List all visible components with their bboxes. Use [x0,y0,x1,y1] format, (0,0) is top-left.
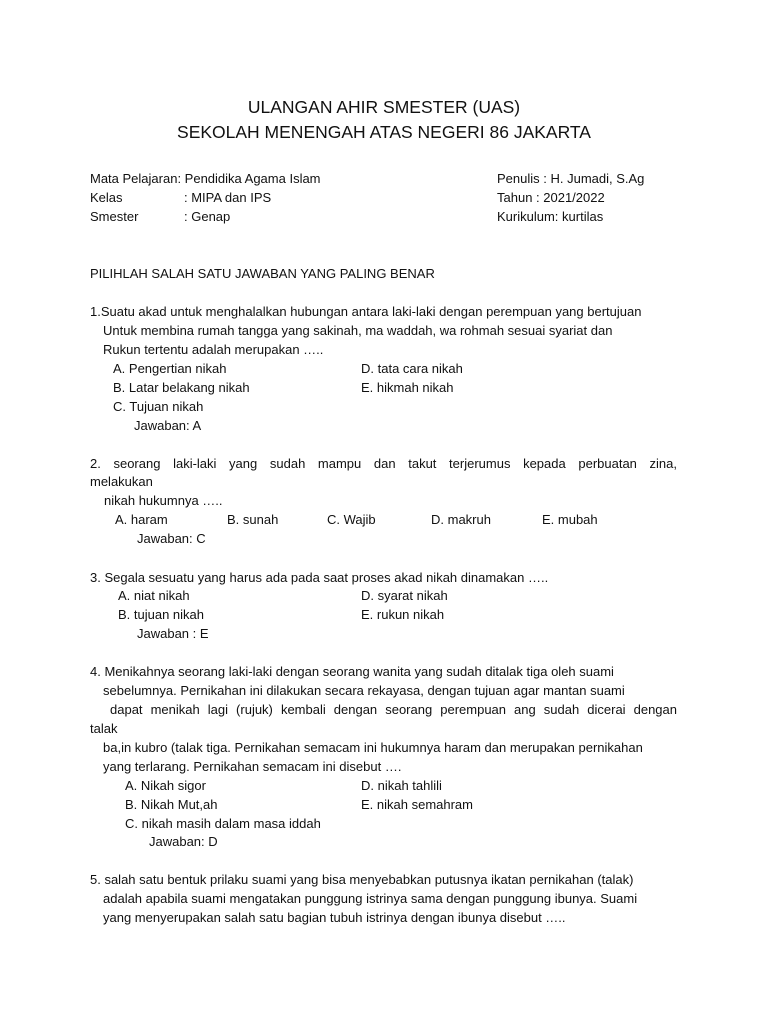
q4-text-line5: ba,in kubro (talak tiga. Pernikahan semacam ini hukumnya haram dan merupakan pernikahan [103,740,643,755]
q4-option-e: E. nikah semahram [361,797,473,812]
class-label: Kelas [90,190,123,205]
q2-option-c: C. Wajib [327,512,376,527]
q2-option-d: D. makruh [431,512,491,527]
q4-text-line2: sebelumnya. Pernikahan ini dilakukan secara rekayasa, dengan tujuan agar mantan suami [103,683,625,698]
q1-option-e: E. hikmah nikah [361,380,454,395]
q1-text-line3: Rukun tertentu adalah merupakan ….. [103,342,324,357]
q2-text-line2: melakukan [90,474,153,489]
q1-answer: Jawaban: A [134,418,202,433]
q4-option-c: C. nikah masih dalam masa iddah [125,816,321,831]
q4-option-a: A. Nikah sigor [125,778,206,793]
q1-option-a: A. Pengertian nikah [113,361,227,376]
semester-label: Smester [90,209,139,224]
school-name: SEKOLAH MENENGAH ATAS NEGERI 86 JAKARTA [177,122,591,142]
q3-text-line1: 3. Segala sesuatu yang harus ada pada saat proses akad nikah dinamakan ….. [90,570,549,585]
q1-text-line1: 1.Suatu akad untuk menghalalkan hubungan antara laki-laki dengan perempuan yang bertujuan [90,304,642,319]
q4-answer: Jawaban: D [149,834,218,849]
q5-text-line2: adalah apabila suami mengatakan punggung istrinya sama dengan punggung ibunya. Suami [103,891,638,906]
q3-option-b: B. tujuan nikah [118,607,205,622]
q1-option-d: D. tata cara nikah [361,361,463,376]
curriculum-line: Kurikulum: kurtilas [497,209,604,224]
q2-option-a: A. haram [115,512,168,527]
class-value: : MIPA dan IPS [184,190,272,205]
q3-answer: Jawaban : E [137,626,209,641]
q5-text-line1: 5. salah satu bentuk prilaku suami yang bisa menyebabkan putusnya ikatan pernikahan (talak) [90,872,634,887]
q1-option-c: C. Tujuan nikah [113,399,204,414]
q4-text-line4: talak [90,721,118,736]
q2-option-e: E. mubah [542,512,598,527]
exam-title: ULANGAN AHIR SMESTER (UAS) [247,97,521,117]
q3-option-d: D. syarat nikah [361,588,448,603]
q2-text-line3: nikah hukumnya ….. [104,493,223,508]
q4-option-b: B. Nikah Mut,ah [125,797,218,812]
subject-line: Mata Pelajaran: Pendidika Agama Islam [90,171,321,186]
author-line: Penulis : H. Jumadi, S.Ag [497,171,645,186]
q3-option-e: E. rukun nikah [361,607,445,622]
q1-option-b: B. Latar belakang nikah [113,380,250,395]
q3-option-a: A. niat nikah [118,588,190,603]
q2-option-b: B. sunah [227,512,279,527]
q4-option-d: D. nikah tahlili [361,778,442,793]
q2-text-line1: 2. seorang laki-laki yang sudah mampu dan takut terjerumus kepada perbuatan zina, [90,456,677,471]
semester-value: : Genap [184,209,231,224]
year-line: Tahun : 2021/2022 [497,190,605,205]
q4-text-line3: dapat menikah lagi (rujuk) kembali dengan seorang perempuan ang sudah dicerai dengan [110,702,677,717]
q4-text-line1: 4. Menikahnya seorang laki-laki dengan seorang wanita yang sudah ditalak tiga oleh suami [90,664,614,679]
q1-text-line2: Untuk membina rumah tangga yang sakinah, ma waddah, wa rohmah sesuai syariat dan [103,323,613,338]
q2-answer: Jawaban: C [137,531,206,546]
instruction: PILIHLAH SALAH SATU JAWABAN YANG PALING BENAR [90,266,435,281]
q4-text-line6: yang terlarang. Pernikahan semacam ini disebut …. [103,759,402,774]
q5-text-line3: yang menyerupakan salah satu bagian tubuh istrinya dengan ibunya disebut ….. [103,910,566,925]
